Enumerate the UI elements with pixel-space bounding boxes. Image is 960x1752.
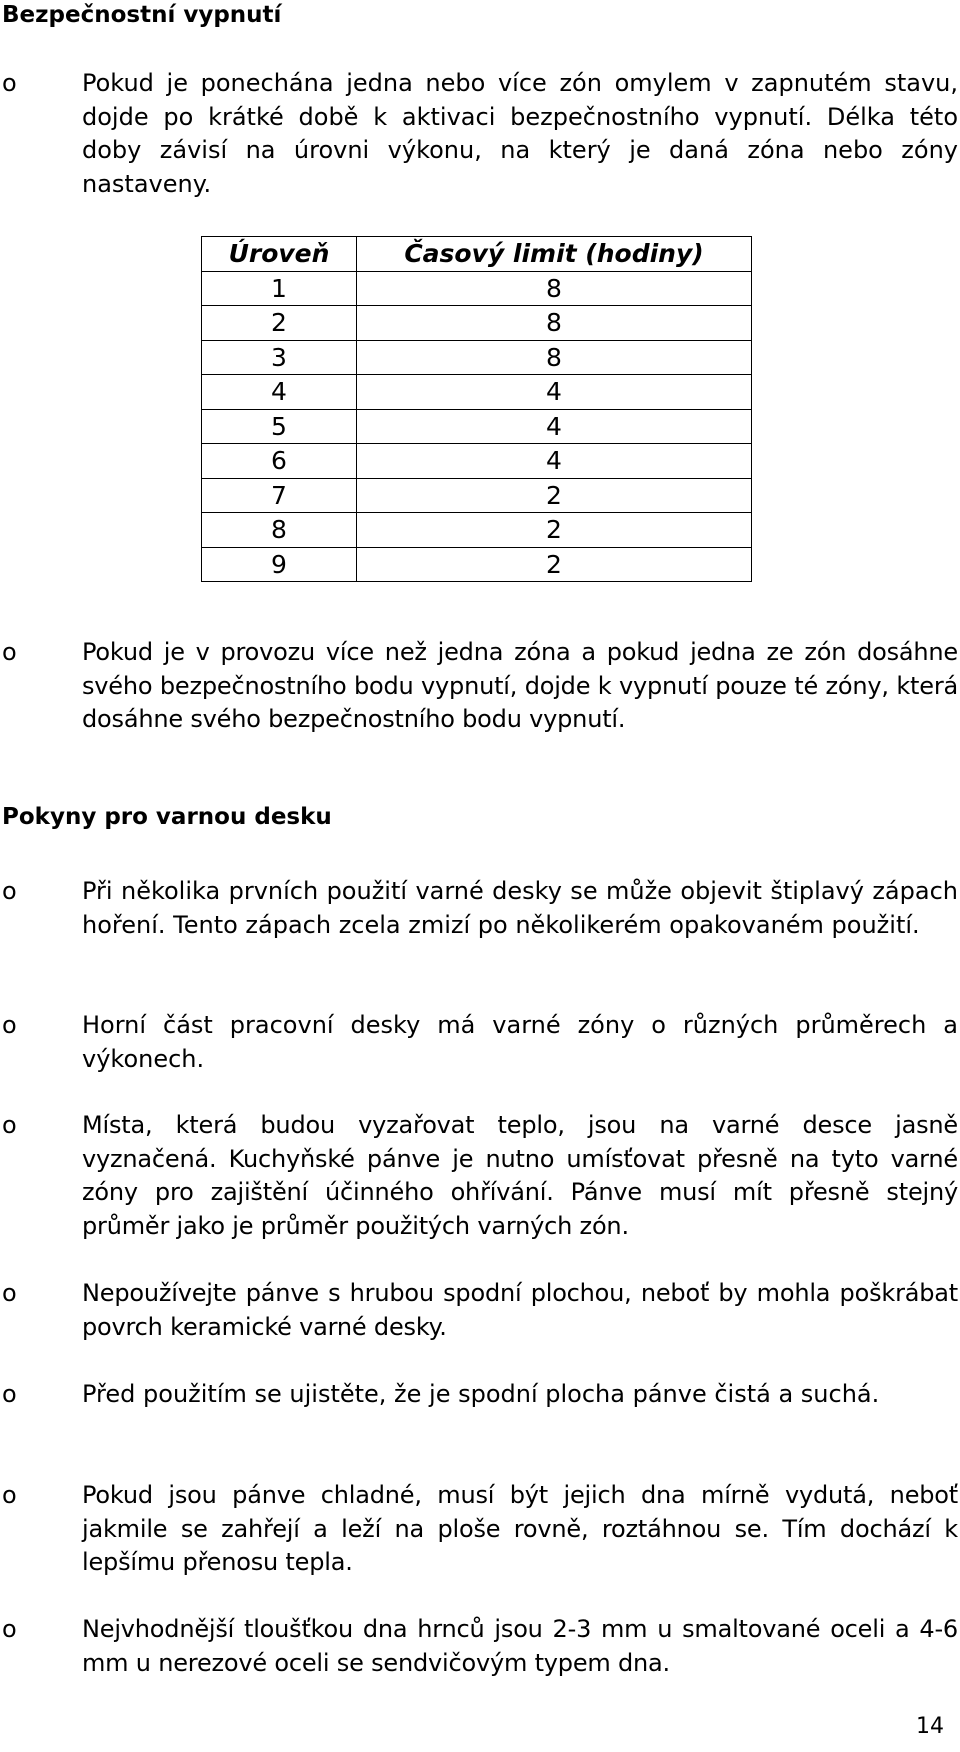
cell-level: 4 [202, 375, 357, 410]
list-item [0, 636, 958, 737]
list-item-text: Před použitím se ujistěte, že je spodní plocha pánve čistá a suchá. [82, 1380, 880, 1408]
list-item-text: Při několika prvních použití varné desky se může objevit štiplavý zápach hoření. Tento zápach zcela zmizí po několikerém opakovaném použití. [82, 877, 958, 939]
list-item-text: Pokud je ponechána jedna nebo více zón omylem v zapnutém stavu, dojde po krátké době k aktivaci bezpečnostního vypnutí. Délka této doby závisí na úrovni výkonu, na který je daná zóna nebo zóny nastaveny. [82, 69, 958, 198]
cell-level: 1 [202, 271, 357, 306]
list-item-text: Nejvhodnější tloušťkou dna hrnců jsou 2-3 mm u smaltované oceli a 4-6 mm u nerezové oceli se sendvičovým typem dna. [82, 1615, 958, 1677]
list-item [0, 1479, 958, 1580]
list-item [0, 1109, 958, 1243]
list-item [0, 875, 958, 942]
list-item-text: Pokud je v provozu více než jedna zóna a pokud jedna ze zón dosáhne svého bezpečnostního bodu vypnutí, dojde k vypnutí pouze té zóny, která dosáhne svého bezpečnostního bodu vypnutí. [82, 638, 958, 733]
cell-level: 8 [202, 513, 357, 548]
cell-level: 3 [202, 340, 357, 375]
table-row [202, 444, 752, 479]
column-header-level: Úroveň [202, 237, 357, 272]
bullet-marker: o [2, 1481, 17, 1509]
list-item-text: Pokud jsou pánve chladné, musí být jejich dna mírně vydutá, neboť jakmile se zahřejí a leží na ploše rovně, roztáhnou se. Tím dochází k lepšímu přenosu tepla. [82, 1481, 958, 1576]
bullet-marker: o [2, 1111, 17, 1139]
cell-time-limit: 2 [357, 513, 752, 548]
cell-level: 7 [202, 478, 357, 513]
cell-time-limit: 8 [357, 340, 752, 375]
bullet-marker: o [2, 877, 17, 905]
column-header-time-limit: Časový limit (hodiny) [357, 237, 752, 272]
list-item [0, 1009, 958, 1076]
list-item [0, 1277, 958, 1344]
bullet-marker: o [2, 638, 17, 666]
list-item [0, 67, 958, 201]
cell-time-limit: 2 [357, 478, 752, 513]
bullet-marker: o [2, 1011, 17, 1039]
list-item-text: Místa, která budou vyzařovat teplo, jsou na varné desce jasně vyznačená. Kuchyňské pánve je nutno umísťovat přesně na tyto varné zóny pro zajištění účinného ohřívání. Pánve musí mít přesně stejný průměr jako je průměr použitých varných zón. [82, 1111, 958, 1240]
time-limit-table [201, 236, 752, 582]
bullet-marker: o [2, 1380, 17, 1408]
safety-shutdown-heading: Bezpečnostní vypnutí [2, 2, 282, 28]
cell-time-limit: 8 [357, 306, 752, 341]
table-row [202, 478, 752, 513]
list-item-text: Nepoužívejte pánve s hrubou spodní plochou, neboť by mohla poškrábat povrch keramické varné desky. [82, 1279, 958, 1341]
cell-level: 5 [202, 409, 357, 444]
cell-time-limit: 4 [357, 444, 752, 479]
table-header-row [202, 237, 752, 272]
list-item-text: Horní část pracovní desky má varné zóny o různých průměrech a výkonech. [82, 1011, 958, 1073]
cell-level: 2 [202, 306, 357, 341]
cell-level: 9 [202, 547, 357, 582]
page-number: 14 [916, 1714, 944, 1739]
cell-time-limit: 2 [357, 547, 752, 582]
table-row [202, 409, 752, 444]
bullet-marker: o [2, 1615, 17, 1643]
bullet-marker: o [2, 1279, 17, 1307]
table-row [202, 306, 752, 341]
cooktop-instructions-heading: Pokyny pro varnou desku [2, 804, 332, 830]
table-row [202, 547, 752, 582]
cell-time-limit: 8 [357, 271, 752, 306]
cell-level: 6 [202, 444, 357, 479]
table-row [202, 375, 752, 410]
cell-time-limit: 4 [357, 409, 752, 444]
table-row [202, 513, 752, 548]
table-row [202, 271, 752, 306]
bullet-marker: o [2, 69, 17, 97]
table-row [202, 340, 752, 375]
cell-time-limit: 4 [357, 375, 752, 410]
list-item [0, 1613, 958, 1680]
list-item [0, 1378, 958, 1412]
